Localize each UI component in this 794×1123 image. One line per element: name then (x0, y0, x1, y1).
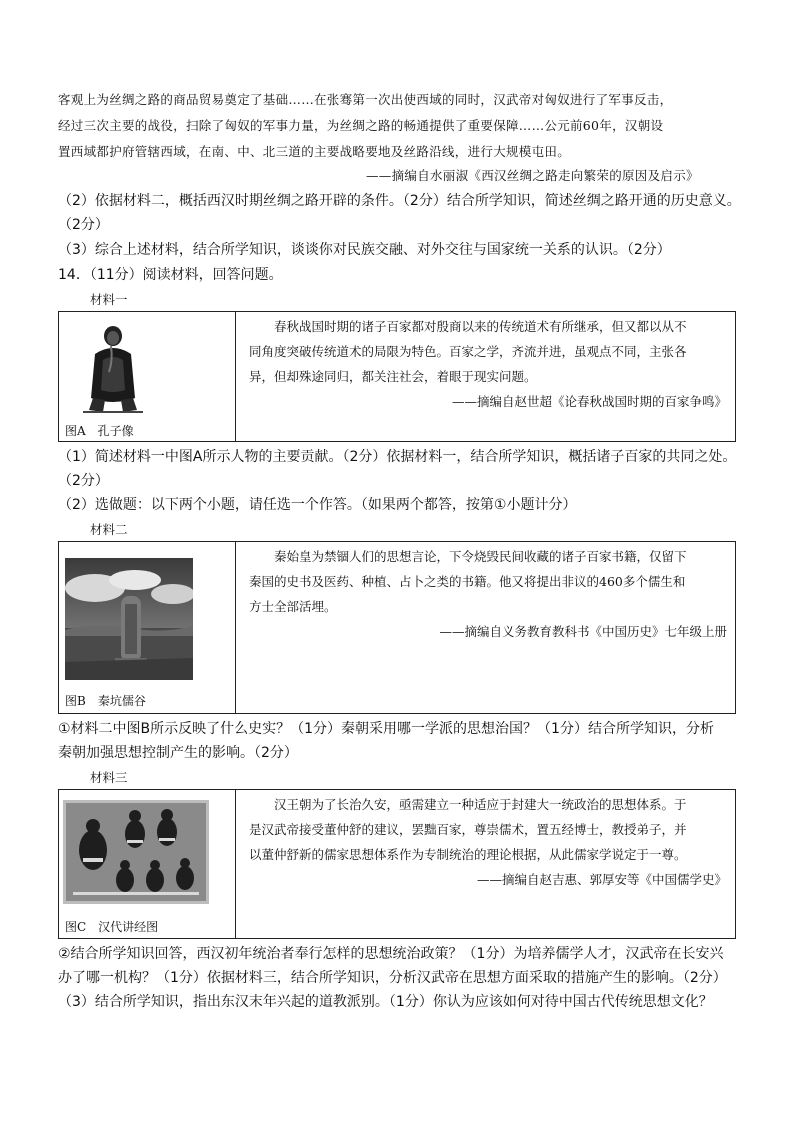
question-14-2: （2）选做题：以下两个小题，请任选一个作答。（如果两个都答，按第①小题计分） (58, 497, 577, 513)
question-14-2-option-2: ②结合所学知识回答，西汉初年统治者奉行怎样的思想统治政策？（1分）为培养儒学人才，汉武帝在长安兴 (58, 946, 724, 962)
material-1-source: ——摘编自赵世超《论春秋战国时期的百家争鸣》 (451, 394, 727, 409)
question-13-2: （2）依据材料二，概括西汉时期丝绸之路开辟的条件。（2分）结合所学知识，简述丝绸之路开通的历史意义。 (58, 193, 741, 209)
question-14-2-option-1: ①材料二中图B所示反映了什么史实？（1分）秦朝采用哪一学派的思想治国？（1分）结合所学知识，分析 (58, 721, 714, 737)
material-2-line: 秦始皇为禁锢人们的思想言论，下令烧毁民间收藏的诸子百家书籍，仅留下 (274, 549, 687, 564)
question-13-2-points: （2分） (58, 217, 109, 233)
passage-line: 客观上为丝绸之路的商品贸易奠定了基础……在张骞第一次出使西域的同时，汉武帝对匈奴进行了军事反击， (58, 92, 673, 107)
han-lecture-relief-image (63, 800, 209, 904)
question-14-1: （1）简述材料一中图A所示人物的主要贡献。（2分）依据材料一，结合所学知识，概括诸子百家的共同之处。 (58, 449, 737, 465)
question-14-heading: 14．（11分）阅读材料，回答问题。 (58, 267, 283, 283)
question-14-2-option-1-cont: 秦朝加强思想控制产生的影响。（2分） (58, 745, 298, 761)
material-3-line: 以董仲舒新的儒家思想体系作为专制统治的理论根据，从此儒家学说定于一尊。 (249, 847, 687, 862)
qin-kengru-valley-photo (65, 558, 193, 680)
material-1-line: 同角度突破传统道术的局限为特色。百家之学，齐流并进，虽观点不同，主张各 (249, 344, 687, 359)
material-3-text (249, 792, 727, 892)
question-14-3: （3）结合所学知识，指出东汉末年兴起的道教派别。（1分）你认为应该如何对待中国古代传统思想文化？ (58, 994, 713, 1010)
material-2-divider (235, 542, 236, 713)
question-14-2-option-2-cont: 办了哪一机构？（1分）依据材料三，结合所学知识，分析汉武帝在思想方面采取的措施产生的影响。（2分） (58, 970, 727, 986)
figure-b-caption: 图B 秦坑儒谷 (65, 694, 146, 708)
passage-line: 经过三次主要的战役，扫除了匈奴的军事力量，为丝绸之路的畅通提供了重要保障……公元前60年，汉朝设 (58, 118, 664, 133)
material-1-text (249, 314, 727, 414)
material-3-source: ——摘编自赵吉惠、郭厚安等《中国儒学史》 (476, 872, 727, 887)
material-2-line: 秦国的史书及医药、种植、占卜之类的书籍。他又将提出非议的460多个儒生和 (249, 574, 686, 589)
material-2-text (249, 544, 727, 644)
material-3-box (58, 789, 736, 939)
material-1-line: 春秋战国时期的诸子百家都对殷商以来的传统道术有所继承，但又都以从不 (274, 319, 687, 334)
material-3-divider (235, 790, 236, 938)
material-2-source: ——摘编自义务教育教科书《中国历史》七年级上册 (439, 624, 727, 639)
question-14-1-points: （2分） (58, 473, 109, 489)
material-1-line: 异，但却殊途同归，都关注社会，着眼于现实问题。 (249, 369, 537, 384)
material-3-label: 材料三 (90, 770, 128, 785)
material-2-line: 方士全部活埋。 (249, 599, 337, 614)
material-1-box (58, 311, 736, 442)
passage-line: 置西域都护府管辖西域，在南、中、北三道的主要战略要地及丝路沿线，进行大规模屯田。 (58, 144, 571, 159)
material-2-box (58, 541, 736, 714)
material-2-label: 材料二 (90, 522, 128, 537)
material-3-line: 是汉武帝接受董仲舒的建议，罢黜百家，尊崇儒术，置五经博士，教授弟子，并 (249, 822, 687, 837)
confucius-portrait (73, 320, 153, 416)
figure-a-caption: 图A 孔子像 (65, 424, 134, 438)
material-1-label: 材料一 (90, 292, 128, 307)
figure-c-caption: 图C 汉代讲经图 (65, 920, 159, 934)
material-1-divider (235, 312, 236, 441)
passage-source: ——摘编自水丽淑《西汉丝绸之路走向繁荣的原因及启示》 (366, 168, 699, 183)
question-13-3: （3）综合上述材料，结合所学知识，谈谈你对民族交融、对外交往与国家统一关系的认识。（2分） (58, 242, 671, 258)
material-3-line: 汉王朝为了长治久安，亟需建立一种适应于封建大一统政治的思想体系。于 (274, 797, 687, 812)
